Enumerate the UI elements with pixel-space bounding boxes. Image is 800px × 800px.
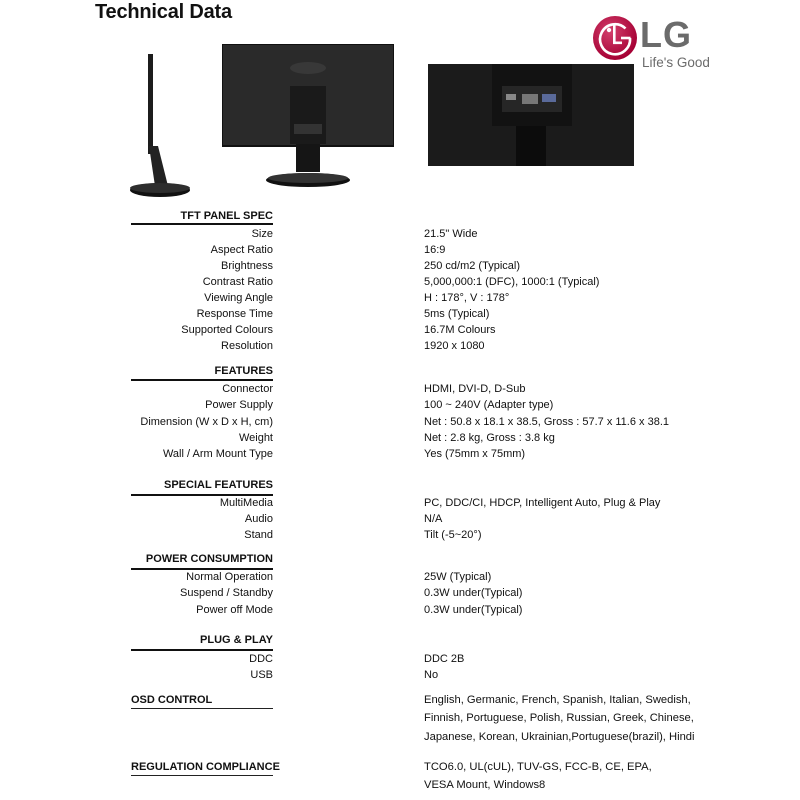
spec-row — [0, 651, 800, 667]
spec-value: N/A — [424, 513, 443, 525]
spec-value: 100 ~ 240V (Adapter type) — [424, 399, 554, 411]
spec-row — [0, 511, 800, 527]
spec-row — [0, 430, 800, 446]
spec-value: 250 cd/m2 (Typical) — [424, 260, 520, 272]
lg-face-icon — [592, 15, 638, 61]
spec-label: Power Supply — [205, 399, 273, 411]
spec-label: Brightness — [221, 260, 273, 272]
spec-value: DDC 2B — [424, 653, 465, 665]
spec-value: Net : 2.8 kg, Gross : 3.8 kg — [424, 432, 555, 444]
spec-row — [0, 322, 800, 338]
spec-value-line: English, Germanic, French, Spanish, Italian, Swedish, — [424, 694, 691, 706]
section-rule — [131, 223, 273, 225]
brand-name: LG — [640, 14, 692, 55]
spec-label: Wall / Arm Mount Type — [162, 448, 273, 460]
spec-value: 16:9 — [424, 244, 446, 256]
spec-row — [0, 585, 800, 601]
spec-row — [0, 226, 800, 242]
spec-label: Audio — [244, 513, 273, 525]
section-rule — [131, 775, 273, 776]
section-title: REGULATION COMPLIANCE — [131, 761, 280, 773]
spec-row — [0, 381, 800, 397]
spec-value: 5ms (Typical) — [424, 308, 490, 320]
spec-label: Contrast Ratio — [202, 276, 273, 288]
spec-label: Normal Operation — [186, 571, 273, 583]
spec-label: USB — [250, 669, 273, 681]
spec-row — [0, 602, 800, 618]
spec-label: Power off Mode — [196, 604, 273, 616]
spec-row — [0, 446, 800, 462]
section-title: TFT PANEL SPEC — [180, 210, 273, 222]
spec-row — [0, 527, 800, 543]
monitor-back-photo — [222, 44, 394, 190]
spec-value: 5,000,000:1 (DFC), 1000:1 (Typical) — [424, 276, 600, 288]
spec-row — [0, 667, 800, 683]
section-title: POWER CONSUMPTION — [145, 553, 273, 565]
spec-row — [0, 569, 800, 585]
spec-label: Connector — [222, 383, 273, 395]
spec-row — [0, 242, 800, 258]
spec-value-line: Japanese, Korean, Ukrainian,Portuguese(brazil), Hindi — [424, 731, 695, 743]
monitor-ports-photo — [428, 64, 634, 166]
spec-label: Supported Colours — [181, 324, 273, 336]
spec-value: 16.7M Colours — [424, 324, 496, 336]
spec-row — [0, 274, 800, 290]
section-rule — [131, 708, 273, 709]
spec-label: Suspend / Standby — [180, 587, 273, 599]
spec-value: HDMI, DVI-D, D-Sub — [424, 383, 526, 395]
spec-value: Net : 50.8 x 18.1 x 38.5, Gross : 57.7 x 11.6 x 38.1 — [424, 416, 669, 428]
spec-row — [0, 495, 800, 511]
spec-row — [0, 306, 800, 322]
spec-row — [0, 414, 800, 430]
spec-row — [0, 258, 800, 274]
spec-label: Viewing Angle — [204, 292, 273, 304]
spec-label: Response Time — [196, 308, 273, 320]
spec-row — [0, 397, 800, 413]
spec-value: Tilt (-5~20°) — [424, 529, 482, 541]
spec-value: Yes (75mm x 75mm) — [424, 448, 526, 460]
spec-value: 1920 x 1080 — [424, 340, 485, 352]
spec-value-line: VESA Mount, Windows8 — [424, 779, 546, 791]
section-title: PLUG & PLAY — [200, 634, 273, 646]
spec-label: Size — [251, 228, 273, 240]
spec-label: Stand — [244, 529, 273, 541]
spec-label: Aspect Ratio — [210, 244, 273, 256]
brand-tagline: Life's Good — [642, 55, 710, 70]
spec-value-line: Finnish, Portuguese, Polish, Russian, Greek, Chinese, — [424, 712, 694, 724]
spec-label: MultiMedia — [219, 497, 273, 509]
spec-label: Weight — [238, 432, 273, 444]
spec-row — [0, 290, 800, 306]
spec-row — [0, 338, 800, 354]
spec-value: 21.5" Wide — [424, 228, 478, 240]
monitor-side-photo — [128, 54, 190, 200]
spec-label: Dimension (W x D x H, cm) — [140, 416, 273, 428]
spec-value-line: TCO6.0, UL(cUL), TUV-GS, FCC-B, CE, EPA, — [424, 761, 652, 773]
spec-value: 25W (Typical) — [424, 571, 492, 583]
page-title: Technical Data — [95, 1, 232, 23]
spec-value: PC, DDC/CI, HDCP, Intelligent Auto, Plug & Play — [424, 497, 661, 509]
spec-value: H : 178°, V : 178° — [424, 292, 510, 304]
spec-value: No — [424, 669, 439, 681]
section-title: FEATURES — [214, 365, 273, 377]
spec-value: 0.3W under(Typical) — [424, 587, 523, 599]
spec-value: 0.3W under(Typical) — [424, 604, 523, 616]
section-title: OSD CONTROL — [131, 694, 213, 706]
section-title: SPECIAL FEATURES — [164, 479, 273, 491]
spec-label: Resolution — [221, 340, 273, 352]
spec-label: DDC — [249, 653, 273, 665]
